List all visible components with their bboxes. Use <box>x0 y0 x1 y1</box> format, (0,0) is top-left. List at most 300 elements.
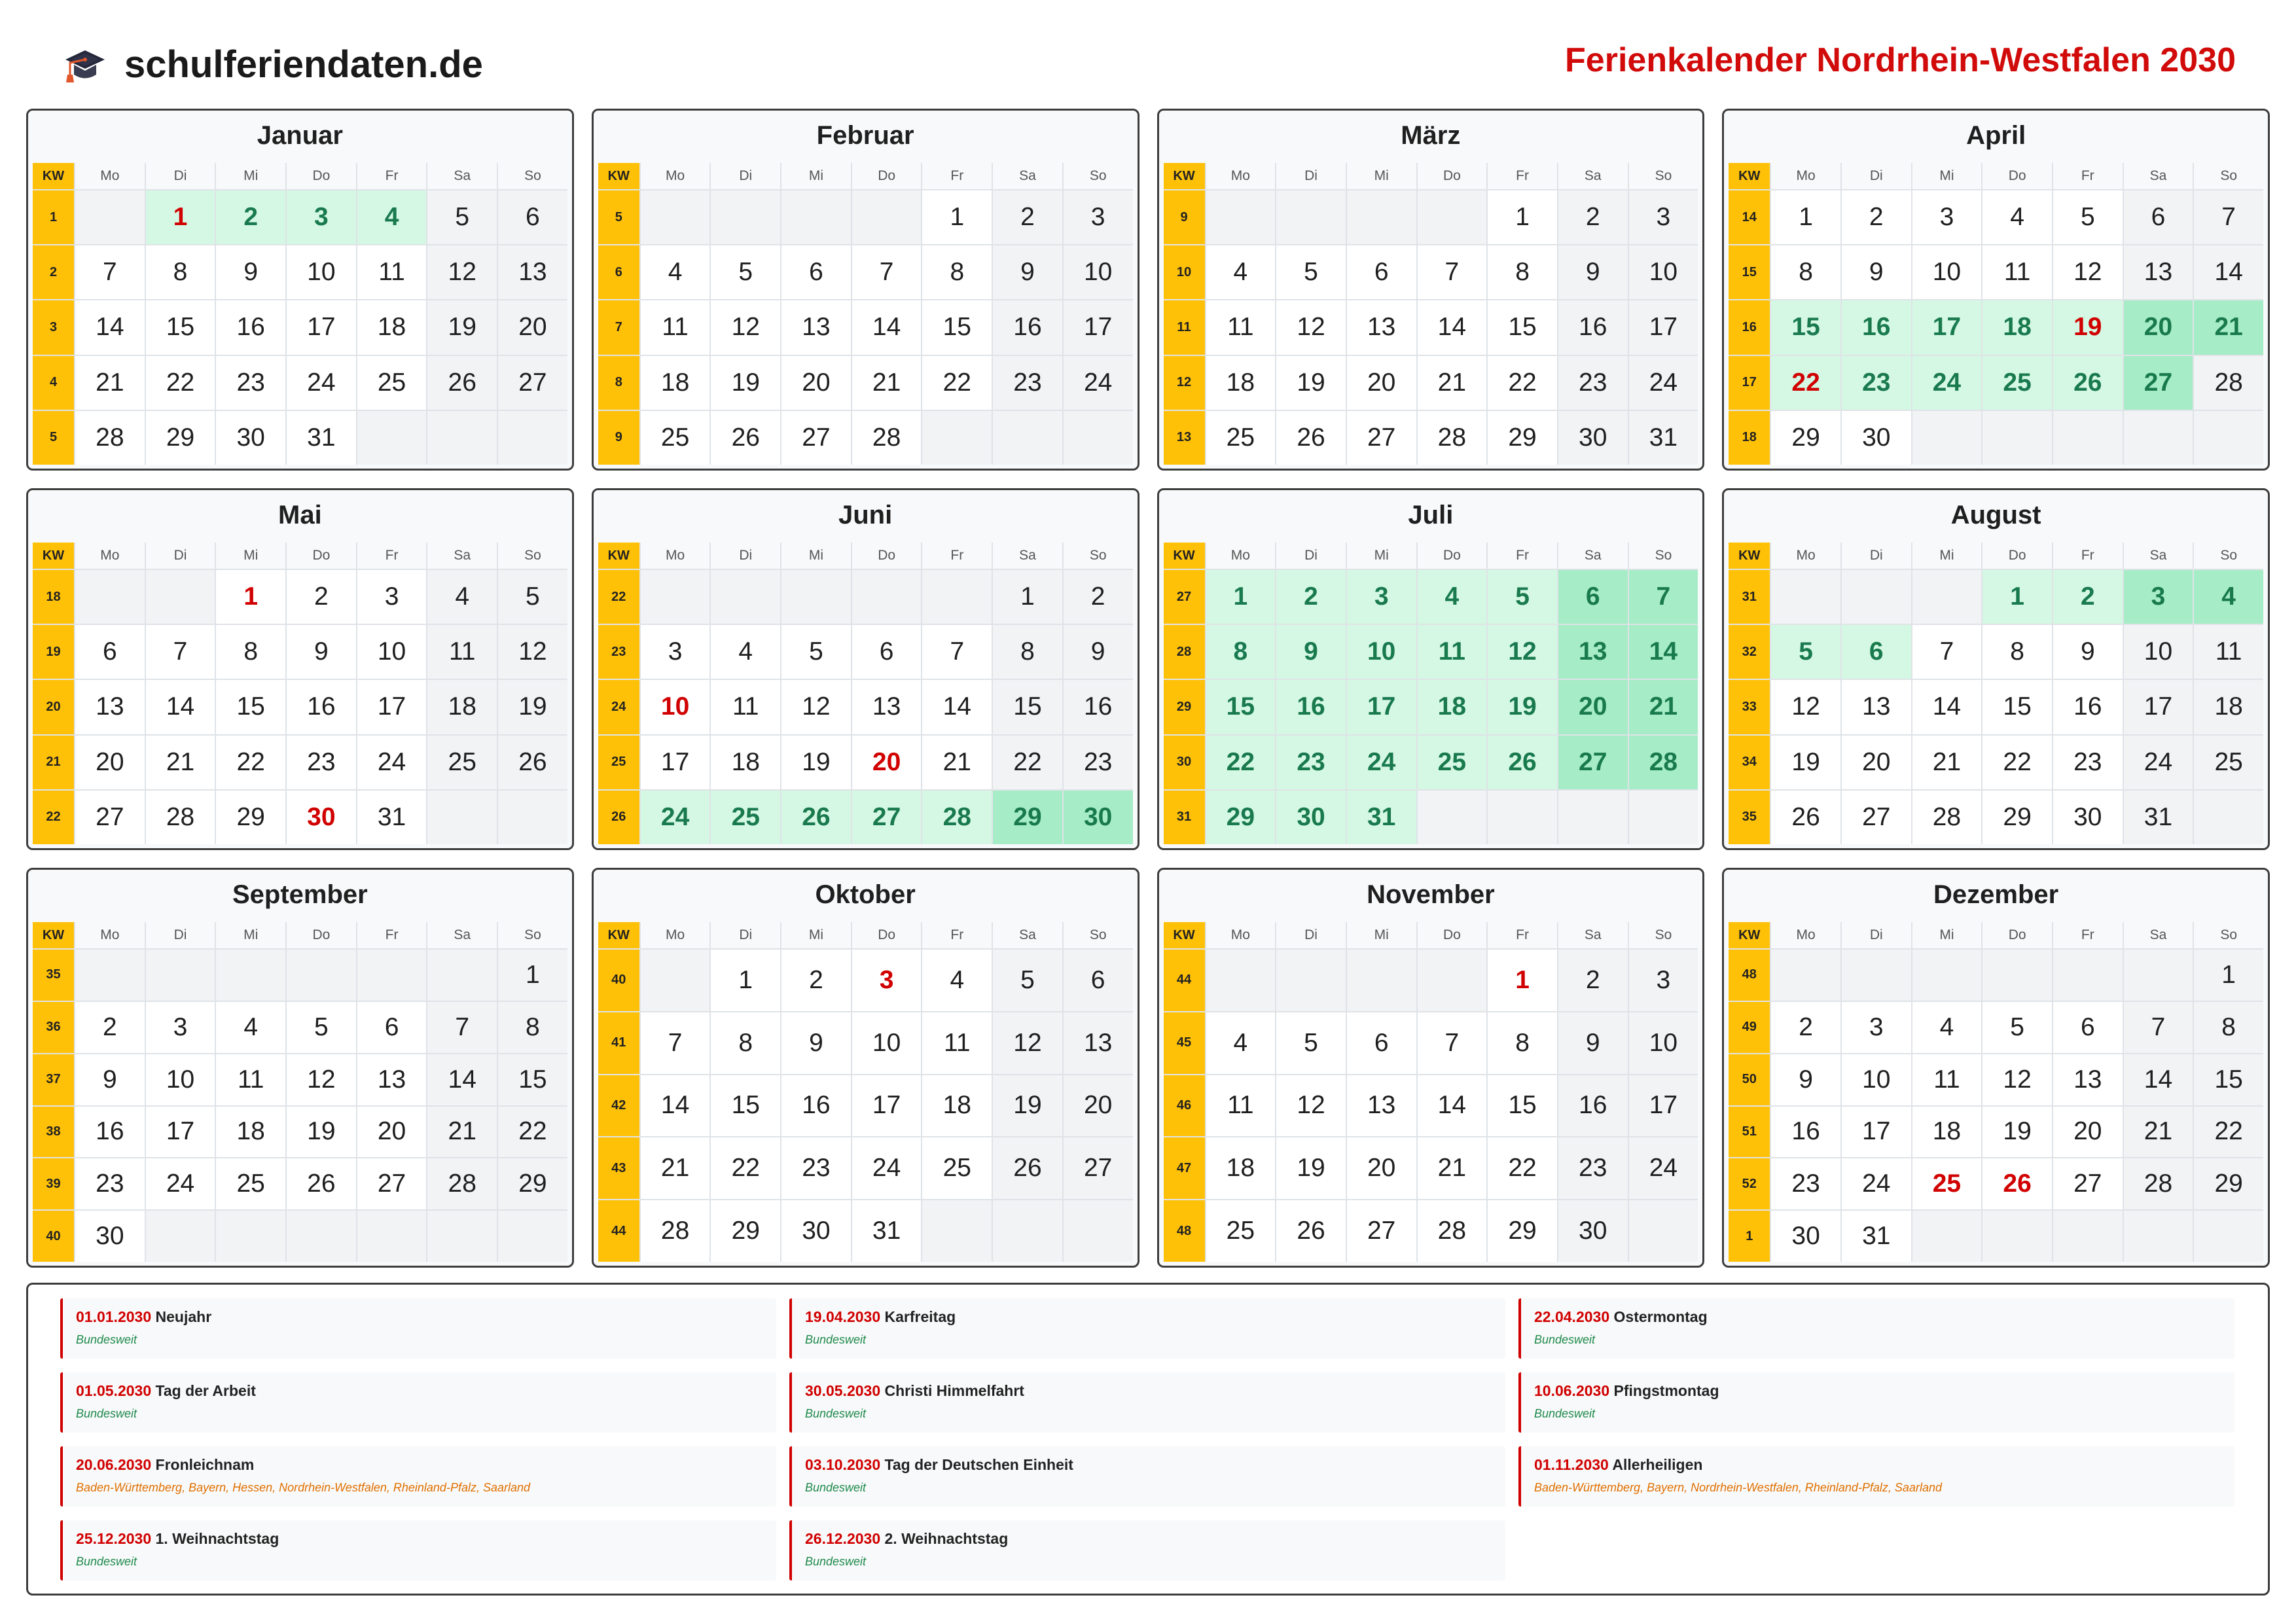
month-card-9 <box>26 868 574 1268</box>
week-number-cell: 18 <box>1729 411 1770 465</box>
day-cell: 19 <box>781 736 851 789</box>
holiday-date: 25.12.2030 <box>76 1530 152 1547</box>
empty-day-cell <box>75 950 145 1001</box>
day-cell: 13 <box>1347 300 1416 354</box>
day-cell: 14 <box>427 1054 497 1105</box>
day-cell: 20 <box>498 300 567 354</box>
day-cell: 17 <box>641 736 710 789</box>
week-number-cell: 16 <box>1729 300 1770 354</box>
day-cell: 29 <box>1771 411 1840 465</box>
day-cell: 5 <box>2053 190 2123 244</box>
weekday-header: Mo <box>1206 163 1276 189</box>
day-cell: 4 <box>216 1002 285 1053</box>
empty-day-cell <box>1276 950 1346 1011</box>
day-cell: 28 <box>2194 356 2263 410</box>
week-number-cell: 6 <box>598 245 639 299</box>
weekday-header: Di <box>711 922 780 948</box>
day-cell: 1 <box>1982 570 2052 624</box>
week-number-cell: 45 <box>1164 1012 1205 1074</box>
day-cell: 7 <box>146 625 215 679</box>
day-cell: 28 <box>1418 1200 1487 1262</box>
day-cell: 30 <box>1771 1211 1840 1262</box>
empty-day-cell <box>852 570 922 624</box>
day-cell: 23 <box>1558 1137 1628 1199</box>
month-title: Februar <box>816 121 914 150</box>
weekday-header: Sa <box>2124 543 2193 569</box>
day-cell: 12 <box>711 300 780 354</box>
day-cell: 7 <box>2124 1002 2193 1053</box>
holiday-region: Baden-Württemberg, Bayern, Hessen, Nordrhein-Westfalen, Rheinland-Pfalz, Saarland <box>76 1481 531 1494</box>
weekday-header: Mi <box>216 922 285 948</box>
week-number-cell: 19 <box>33 625 74 679</box>
week-number-header: KW <box>33 163 74 189</box>
day-cell: 25 <box>357 356 427 410</box>
week-number-cell: 42 <box>598 1075 639 1137</box>
week-number-cell: 22 <box>33 791 74 844</box>
day-cell: 15 <box>216 680 285 734</box>
day-cell: 22 <box>146 356 215 410</box>
week-number-cell: 30 <box>1164 736 1205 789</box>
day-cell: 19 <box>498 680 567 734</box>
day-cell: 19 <box>1771 736 1840 789</box>
weekday-header: Mi <box>1347 163 1416 189</box>
day-cell: 14 <box>1912 680 1982 734</box>
week-number-cell: 5 <box>33 411 74 465</box>
day-cell: 3 <box>852 950 922 1011</box>
empty-day-cell <box>1629 791 1698 844</box>
day-cell: 14 <box>922 680 992 734</box>
weekday-header: Di <box>146 922 215 948</box>
week-number-cell: 28 <box>1164 625 1205 679</box>
empty-day-cell <box>498 1211 567 1262</box>
day-cell: 1 <box>1488 950 1557 1011</box>
empty-day-cell <box>1064 1200 1133 1262</box>
day-cell: 22 <box>498 1107 567 1158</box>
day-cell: 13 <box>498 245 567 299</box>
holiday-date: 01.05.2030 <box>76 1382 152 1399</box>
day-cell: 29 <box>216 791 285 844</box>
day-cell: 26 <box>427 356 497 410</box>
day-cell: 22 <box>1488 1137 1557 1199</box>
day-cell: 2 <box>781 950 851 1011</box>
day-cell: 8 <box>711 1012 780 1074</box>
day-cell: 24 <box>146 1158 215 1209</box>
day-cell: 9 <box>1842 245 1911 299</box>
day-cell: 22 <box>993 736 1062 789</box>
day-cell: 3 <box>357 570 427 624</box>
day-cell: 10 <box>1347 625 1416 679</box>
week-number-cell: 46 <box>1164 1075 1205 1137</box>
day-cell: 21 <box>1629 680 1698 734</box>
day-cell: 18 <box>1418 680 1487 734</box>
month-title: Juli <box>1408 501 1454 529</box>
weekday-header: Sa <box>993 163 1062 189</box>
day-cell: 10 <box>146 1054 215 1105</box>
day-cell: 10 <box>1629 1012 1698 1074</box>
day-cell: 22 <box>1488 356 1557 410</box>
week-number-cell: 20 <box>33 680 74 734</box>
day-cell: 31 <box>1842 1211 1911 1262</box>
month-calendar-grid <box>33 543 567 844</box>
weekday-header: Mo <box>75 163 145 189</box>
day-cell: 21 <box>1912 736 1982 789</box>
day-cell: 20 <box>357 1107 427 1158</box>
month-calendar-grid <box>1729 163 2263 465</box>
week-number-cell: 32 <box>1729 625 1770 679</box>
empty-day-cell <box>1418 950 1487 1011</box>
day-cell: 16 <box>1842 300 1911 354</box>
day-cell: 10 <box>357 625 427 679</box>
day-cell: 27 <box>498 356 567 410</box>
month-calendar-grid <box>1164 543 1698 844</box>
day-cell: 21 <box>1418 356 1487 410</box>
day-cell: 13 <box>357 1054 427 1105</box>
day-cell: 23 <box>993 356 1062 410</box>
month-title: September <box>232 880 368 909</box>
day-cell: 22 <box>216 736 285 789</box>
holiday-region: Bundesweit <box>76 1333 137 1346</box>
holiday-name: Fronleichnam <box>155 1456 255 1473</box>
day-cell: 10 <box>641 680 710 734</box>
day-cell: 18 <box>711 736 780 789</box>
day-cell: 25 <box>1206 1200 1276 1262</box>
day-cell: 26 <box>711 411 780 465</box>
weekday-header: Mo <box>641 922 710 948</box>
day-cell: 8 <box>2194 1002 2263 1053</box>
day-cell: 20 <box>1558 680 1628 734</box>
month-card-7 <box>1157 488 1705 850</box>
weekday-header: Mi <box>1912 922 1982 948</box>
day-cell: 23 <box>1064 736 1133 789</box>
day-cell: 31 <box>1347 791 1416 844</box>
empty-day-cell <box>357 1211 427 1262</box>
month-card-8 <box>1722 488 2270 850</box>
weekday-header: So <box>498 543 567 569</box>
weekday-header: Mi <box>781 922 851 948</box>
day-cell: 10 <box>1912 245 1982 299</box>
day-cell: 2 <box>287 570 356 624</box>
day-cell: 8 <box>1771 245 1840 299</box>
holiday-date: 20.06.2030 <box>76 1456 152 1473</box>
day-cell: 19 <box>287 1107 356 1158</box>
weekday-header: Di <box>711 543 780 569</box>
day-cell: 5 <box>711 245 780 299</box>
day-cell: 23 <box>1276 736 1346 789</box>
day-cell: 24 <box>1064 356 1133 410</box>
week-number-cell: 14 <box>1729 190 1770 244</box>
weekday-header: Fr <box>357 163 427 189</box>
day-cell: 7 <box>75 245 145 299</box>
day-cell: 27 <box>1842 791 1911 844</box>
week-number-cell: 48 <box>1729 950 1770 1001</box>
week-number-cell: 40 <box>598 950 639 1011</box>
day-cell: 10 <box>852 1012 922 1074</box>
weekday-header: Mo <box>75 922 145 948</box>
day-cell: 30 <box>1842 411 1911 465</box>
day-cell: 29 <box>1488 1200 1557 1262</box>
empty-day-cell <box>427 791 497 844</box>
week-number-cell: 37 <box>33 1054 74 1105</box>
week-number-header: KW <box>1729 543 1770 569</box>
day-cell: 5 <box>781 625 851 679</box>
holiday-name: 1. Weihnachtstag <box>155 1530 279 1547</box>
day-cell: 3 <box>1629 950 1698 1011</box>
holiday-date: 30.05.2030 <box>805 1382 881 1399</box>
week-number-cell: 5 <box>598 190 639 244</box>
day-cell: 1 <box>216 570 285 624</box>
day-cell: 14 <box>1629 625 1698 679</box>
month-title: August <box>1950 501 2041 529</box>
day-cell: 8 <box>498 1002 567 1053</box>
weekday-header: Do <box>287 922 356 948</box>
day-cell: 9 <box>781 1012 851 1074</box>
day-cell: 27 <box>852 791 922 844</box>
week-number-cell: 22 <box>598 570 639 624</box>
holiday-date: 10.06.2030 <box>1534 1382 1610 1399</box>
empty-day-cell <box>711 570 780 624</box>
day-cell: 5 <box>287 1002 356 1053</box>
day-cell: 12 <box>1276 300 1346 354</box>
week-number-cell: 35 <box>33 950 74 1001</box>
day-cell: 15 <box>711 1075 780 1137</box>
day-cell: 12 <box>781 680 851 734</box>
empty-day-cell <box>2124 1211 2193 1262</box>
weekday-header: So <box>498 922 567 948</box>
day-cell: 11 <box>357 245 427 299</box>
day-cell: 29 <box>1206 791 1276 844</box>
day-cell: 2 <box>1064 570 1133 624</box>
weekday-header: Do <box>1982 163 2052 189</box>
weekday-header: Fr <box>1488 543 1557 569</box>
empty-day-cell <box>146 570 215 624</box>
day-cell: 2 <box>1771 1002 1840 1053</box>
empty-day-cell <box>2053 411 2123 465</box>
empty-day-cell <box>427 411 497 465</box>
empty-day-cell <box>1842 950 1911 1001</box>
day-cell: 23 <box>781 1137 851 1199</box>
week-number-cell: 50 <box>1729 1054 1770 1105</box>
day-cell: 16 <box>75 1107 145 1158</box>
holiday-region: Bundesweit <box>76 1555 137 1568</box>
week-number-cell: 17 <box>1729 356 1770 410</box>
day-cell: 18 <box>1206 1137 1276 1199</box>
day-cell: 11 <box>216 1054 285 1105</box>
day-cell: 1 <box>1771 190 1840 244</box>
holiday-item <box>1518 1298 2234 1359</box>
day-cell: 25 <box>1912 1158 1982 1209</box>
site-name: schulferiendaten.de <box>124 43 483 86</box>
day-cell: 16 <box>1558 300 1628 354</box>
day-cell: 16 <box>993 300 1062 354</box>
day-cell: 14 <box>1418 300 1487 354</box>
day-cell: 15 <box>146 300 215 354</box>
day-cell: 25 <box>2194 736 2263 789</box>
empty-day-cell <box>146 1211 215 1262</box>
day-cell: 4 <box>357 190 427 244</box>
day-cell: 17 <box>1842 1107 1911 1158</box>
day-cell: 9 <box>1064 625 1133 679</box>
day-cell: 11 <box>1206 300 1276 354</box>
day-cell: 6 <box>498 190 567 244</box>
weekday-header: So <box>1064 163 1133 189</box>
day-cell: 26 <box>1276 411 1346 465</box>
week-number-cell: 4 <box>33 356 74 410</box>
week-number-cell: 7 <box>598 300 639 354</box>
day-cell: 23 <box>287 736 356 789</box>
empty-day-cell <box>1982 1211 2052 1262</box>
empty-day-cell <box>1982 950 2052 1001</box>
day-cell: 1 <box>498 950 567 1001</box>
month-calendar-grid <box>1729 543 2263 844</box>
week-number-header: KW <box>1164 543 1205 569</box>
day-cell: 6 <box>2124 190 2193 244</box>
day-cell: 11 <box>1912 1054 1982 1105</box>
day-cell: 26 <box>1982 1158 2052 1209</box>
holiday-item <box>60 1520 776 1580</box>
week-number-cell: 12 <box>1164 356 1205 410</box>
day-cell: 8 <box>216 625 285 679</box>
day-cell: 12 <box>1488 625 1557 679</box>
day-cell: 4 <box>2194 570 2263 624</box>
weekday-header: Mo <box>1771 163 1840 189</box>
weekday-header: Sa <box>1558 922 1628 948</box>
week-number-cell: 10 <box>1164 245 1205 299</box>
month-card-12 <box>1722 868 2270 1268</box>
day-cell: 24 <box>357 736 427 789</box>
day-cell: 6 <box>852 625 922 679</box>
day-cell: 13 <box>781 300 851 354</box>
weekday-header: Fr <box>922 922 992 948</box>
day-cell: 9 <box>993 245 1062 299</box>
holiday-region: Bundesweit <box>1534 1333 1596 1346</box>
month-card-6 <box>592 488 1139 850</box>
week-number-header: KW <box>1729 163 1770 189</box>
holiday-item <box>789 1298 1505 1359</box>
day-cell: 24 <box>1912 356 1982 410</box>
holiday-region: Bundesweit <box>76 1407 137 1420</box>
empty-day-cell <box>498 791 567 844</box>
week-number-cell: 8 <box>598 356 639 410</box>
month-card-4 <box>1722 109 2270 471</box>
day-cell: 27 <box>1064 1137 1133 1199</box>
holiday-title-line <box>76 1381 776 1400</box>
empty-day-cell <box>1771 570 1840 624</box>
day-cell: 25 <box>1206 411 1276 465</box>
week-number-cell: 49 <box>1729 1002 1770 1053</box>
day-cell: 26 <box>781 791 851 844</box>
day-cell: 17 <box>1347 680 1416 734</box>
month-card-10 <box>592 868 1139 1268</box>
day-cell: 27 <box>357 1158 427 1209</box>
weekday-header: Do <box>852 163 922 189</box>
day-cell: 19 <box>1276 1137 1346 1199</box>
day-cell: 24 <box>2124 736 2193 789</box>
day-cell: 25 <box>711 791 780 844</box>
weekday-header: Sa <box>993 922 1062 948</box>
day-cell: 30 <box>2053 791 2123 844</box>
week-number-cell: 41 <box>598 1012 639 1074</box>
day-cell: 27 <box>1558 736 1628 789</box>
day-cell: 18 <box>641 356 710 410</box>
day-cell: 13 <box>75 680 145 734</box>
day-cell: 15 <box>1771 300 1840 354</box>
day-cell: 21 <box>146 736 215 789</box>
day-cell: 19 <box>1276 356 1346 410</box>
weekday-header: So <box>2194 163 2263 189</box>
weekday-header: Fr <box>2053 922 2123 948</box>
day-cell: 24 <box>1629 1137 1698 1199</box>
day-cell: 25 <box>922 1137 992 1199</box>
weekday-header: So <box>2194 543 2263 569</box>
week-number-header: KW <box>1164 163 1205 189</box>
holiday-item <box>1518 1446 2234 1507</box>
day-cell: 7 <box>1912 625 1982 679</box>
day-cell: 12 <box>287 1054 356 1105</box>
week-number-cell: 23 <box>598 625 639 679</box>
day-cell: 26 <box>1771 791 1840 844</box>
week-number-cell: 26 <box>598 791 639 844</box>
holiday-item <box>789 1520 1505 1580</box>
week-number-cell: 27 <box>1164 570 1205 624</box>
weekday-header: Mi <box>781 163 851 189</box>
day-cell: 17 <box>1629 300 1698 354</box>
week-number-cell: 21 <box>33 736 74 789</box>
holiday-title-line <box>805 1381 1505 1400</box>
holiday-date: 01.01.2030 <box>76 1308 152 1325</box>
day-cell: 21 <box>75 356 145 410</box>
day-cell: 16 <box>1558 1075 1628 1137</box>
day-cell: 15 <box>922 300 992 354</box>
day-cell: 27 <box>1347 411 1416 465</box>
weekday-header: Mi <box>1347 543 1416 569</box>
day-cell: 28 <box>852 411 922 465</box>
empty-day-cell <box>1912 950 1982 1001</box>
day-cell: 11 <box>711 680 780 734</box>
day-cell: 24 <box>287 356 356 410</box>
day-cell: 31 <box>287 411 356 465</box>
day-cell: 16 <box>216 300 285 354</box>
day-cell: 6 <box>75 625 145 679</box>
day-cell: 4 <box>427 570 497 624</box>
weekday-header: So <box>1629 163 1698 189</box>
day-cell: 25 <box>427 736 497 789</box>
week-number-cell: 38 <box>33 1107 74 1158</box>
month-title: Juni <box>838 501 893 529</box>
day-cell: 8 <box>922 245 992 299</box>
month-title: Dezember <box>1933 880 2059 909</box>
day-cell: 24 <box>641 791 710 844</box>
day-cell: 4 <box>1982 190 2052 244</box>
weekday-header: So <box>1629 922 1698 948</box>
day-cell: 20 <box>75 736 145 789</box>
weekday-header: Mi <box>1912 163 1982 189</box>
weekday-header: Fr <box>1488 163 1557 189</box>
week-number-cell: 2 <box>33 245 74 299</box>
day-cell: 28 <box>75 411 145 465</box>
day-cell: 22 <box>1771 356 1840 410</box>
month-card-2 <box>592 109 1139 471</box>
empty-day-cell <box>357 411 427 465</box>
week-number-cell: 33 <box>1729 680 1770 734</box>
holiday-date: 22.04.2030 <box>1534 1308 1610 1325</box>
day-cell: 1 <box>1206 570 1276 624</box>
day-cell: 3 <box>1912 190 1982 244</box>
day-cell: 16 <box>1276 680 1346 734</box>
day-cell: 26 <box>993 1137 1062 1199</box>
empty-day-cell <box>2194 411 2263 465</box>
day-cell: 27 <box>1347 1200 1416 1262</box>
holiday-region: Bundesweit <box>805 1481 867 1494</box>
